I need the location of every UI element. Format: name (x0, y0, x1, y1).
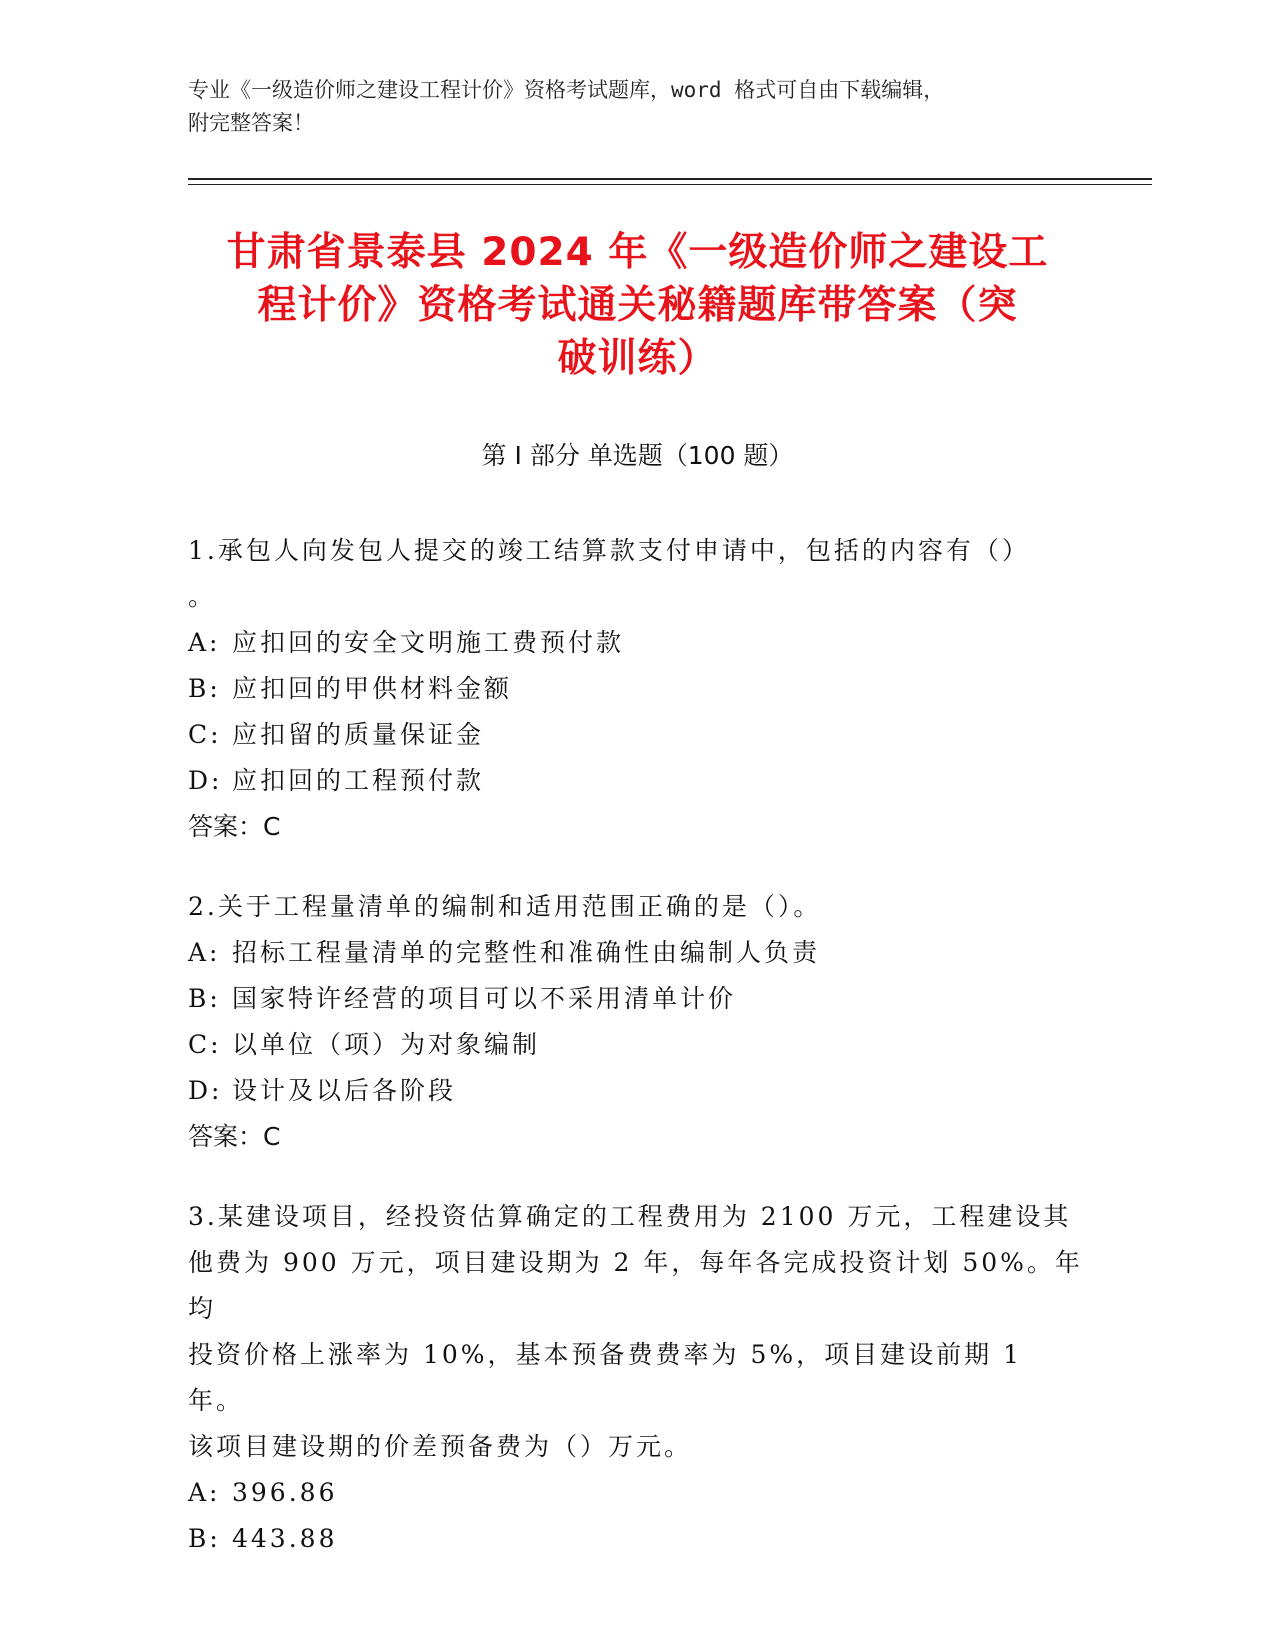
option-d (188, 1068, 1088, 1114)
option-text: 应扣回的工程预付款 (232, 766, 485, 795)
option-letter: D: (188, 1076, 223, 1105)
header-note-line-1: 专业《一级造价师之建设工程计价》资格考试题库，word 格式可自由下载编辑， (188, 78, 945, 102)
option-letter: C: (188, 720, 222, 749)
option-text: 应扣回的安全文明施工费预付款 (232, 628, 625, 657)
header-note (188, 74, 1088, 140)
header-divider-thin (188, 184, 1152, 185)
option-text: 国家特许经营的项目可以不采用清单计价 (232, 984, 737, 1013)
option-b (188, 666, 1088, 712)
option-letter: A: (188, 938, 221, 967)
question-3 (188, 1194, 1088, 1562)
option-a (188, 1470, 1088, 1516)
section-heading: 第 I 部分 单选题（100 题） (481, 441, 794, 470)
document-title-line-1: 甘肃省景泰县 2024 年《一级造价师之建设工 (226, 230, 1049, 275)
question-stem-line: 2.关于工程量清单的编制和适用范围正确的是（）。 (188, 892, 822, 921)
option-a (188, 620, 1088, 666)
option-letter: B: (188, 1524, 221, 1553)
question-list (188, 528, 1088, 1596)
option-c (188, 712, 1088, 758)
option-text: 设计及以后各阶段 (232, 1076, 457, 1105)
document-title-line-3: 破训练） (557, 336, 718, 381)
option-text: 应扣回的甲供材料金额 (232, 674, 513, 703)
option-letter: C: (188, 1030, 222, 1059)
question-stem-line: 1.承包人向发包人提交的竣工结算款支付申请中，包括的内容有（） (188, 536, 1030, 565)
option-d (188, 758, 1088, 804)
option-letter: B: (188, 674, 221, 703)
answer-label: 答案：C (188, 812, 281, 841)
option-text: 招标工程量清单的完整性和准确性由编制人负责 (232, 938, 821, 967)
option-text: 以单位（项）为对象编制 (232, 1030, 541, 1059)
question-stem-line: 他费为 900 万元，项目建设期为 2 年，每年各完成投资计划 50%。年均 (188, 1248, 1083, 1323)
answer-label: 答案：C (188, 1122, 281, 1151)
option-b (188, 1516, 1088, 1562)
option-letter: A: (188, 1478, 221, 1507)
header-divider-thick (188, 178, 1152, 180)
option-c (188, 1022, 1088, 1068)
header-note-line-2: 附完整答案！ (188, 111, 314, 135)
question-stem-line: 该项目建设期的价差预备费为（）万元。 (188, 1432, 693, 1461)
question-2 (188, 884, 1088, 1160)
option-letter: B: (188, 984, 221, 1013)
document-title (150, 226, 1125, 385)
option-text: 应扣留的质量保证金 (232, 720, 485, 749)
question-1 (188, 528, 1088, 850)
option-text: 443.88 (232, 1524, 338, 1553)
option-letter: D: (188, 766, 223, 795)
option-text: 396.86 (232, 1478, 338, 1507)
document-title-line-2: 程计价》资格考试通关秘籍题库带答案（突 (257, 283, 1018, 328)
option-b (188, 976, 1088, 1022)
question-stem-line: 3.某建设项目，经投资估算确定的工程费用为 2100 万元，工程建设其 (188, 1202, 1072, 1231)
question-stem-line: 。 (188, 582, 217, 611)
option-a (188, 930, 1088, 976)
option-letter: A: (188, 628, 221, 657)
question-stem-line: 投资价格上涨率为 10%，基本预备费费率为 5%，项目建设前期 1 年。 (188, 1340, 1022, 1415)
